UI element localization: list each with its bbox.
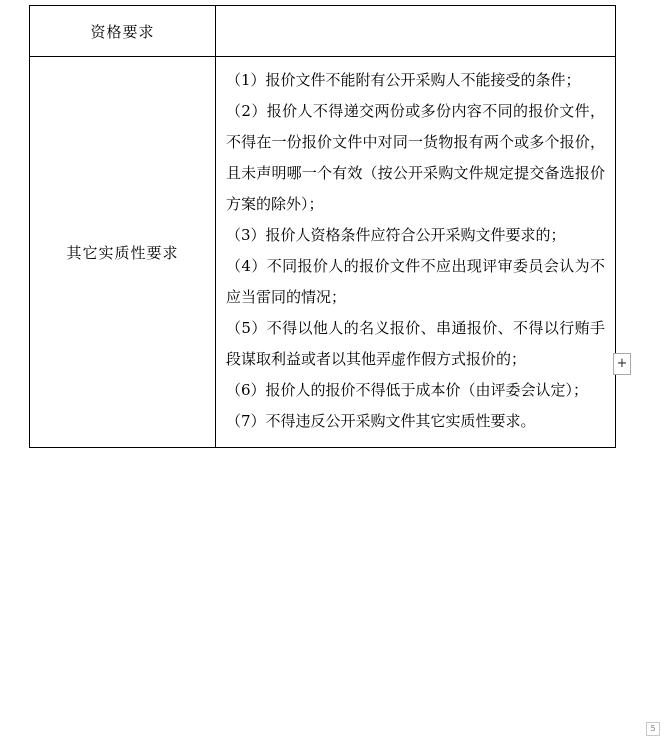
substantive-requirements-list — [216, 57, 615, 447]
requirement-item: （4）不同报价人的报价文件不应出现评审委员会认为不应当雷同的情况； — [226, 257, 605, 306]
table-row-substantive — [30, 57, 616, 448]
row-label-qualification: 资格要求 — [30, 6, 216, 57]
row-label-substantive: 其它实质性要求 — [30, 57, 216, 448]
row-content-substantive[interactable] — [216, 57, 616, 448]
requirements-table — [29, 5, 616, 448]
requirement-item: （6）报价人的报价不得低于成本价（由评委会认定）； — [226, 381, 589, 399]
page-number-marker: 5 — [646, 722, 660, 736]
requirement-item: （3）报价人资格条件应符合公开采购文件要求的； — [226, 226, 566, 244]
table-resize-handle[interactable]: + — [613, 353, 631, 375]
requirement-item: （2）报价人不得递交两份或多份内容不同的报价文件，不得在一份报价文件中对同一货物报有两个或多个报价，且未声明哪一个有效（按公开采购文件规定提交备选报价方案的除外）； — [226, 102, 605, 213]
requirement-item: （7）不得违反公开采购文件其它实质性要求。 — [226, 412, 536, 430]
table-row-qualification — [30, 6, 616, 57]
row-content-qualification[interactable] — [216, 6, 616, 57]
requirement-item: （1）报价文件不能附有公开采购人不能接受的条件； — [226, 71, 581, 89]
requirement-item: （5）不得以他人的名义报价、串通报价、不得以行贿手段谋取利益或者以其他弄虚作假方式报价的； — [226, 319, 605, 368]
